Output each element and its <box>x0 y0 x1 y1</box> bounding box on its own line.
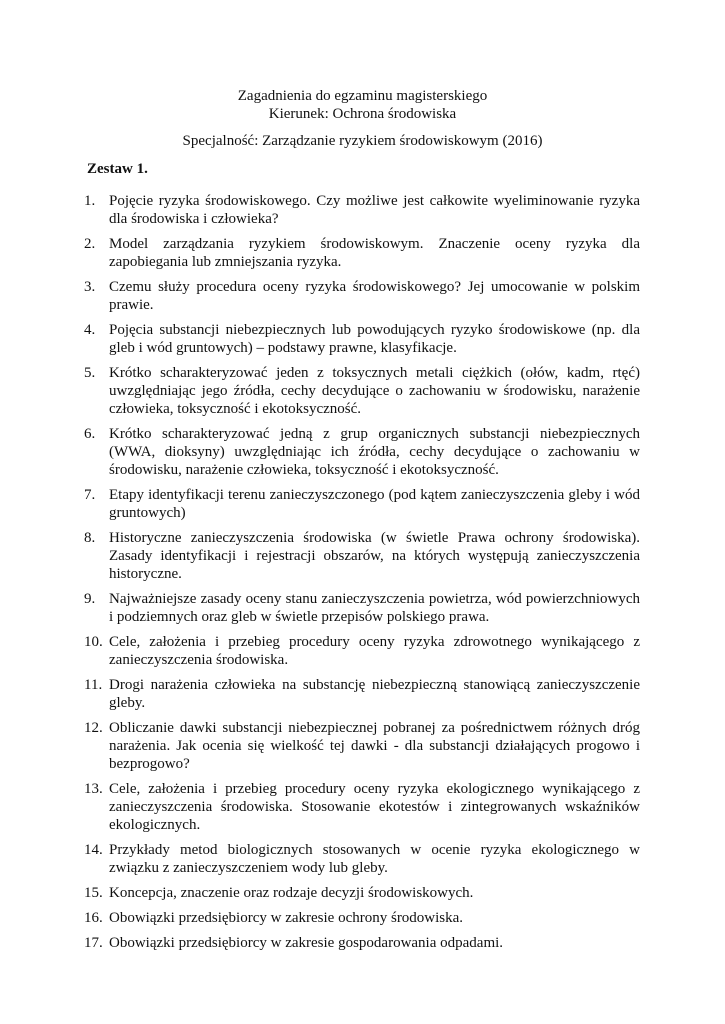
question-item <box>84 780 640 834</box>
question-text: Cele, założenia i przebieg procedury oceny ryzyka zdrowotnego wynikającego z zanieczyszczenia środowiska. <box>109 634 640 668</box>
question-number: 13. <box>84 781 103 797</box>
question-item <box>84 934 640 952</box>
question-number: 11. <box>84 677 103 693</box>
question-text: Obowiązki przedsiębiorcy w zakresie gospodarowania odpadami. <box>109 935 504 951</box>
question-number: 15. <box>84 885 103 901</box>
question-item <box>84 192 640 228</box>
question-number: 2. <box>84 236 96 252</box>
question-item <box>84 633 640 669</box>
question-number: 1. <box>84 193 96 209</box>
question-text: Najważniejsze zasady oceny stanu zanieczyszczenia powietrza, wód powierzchniowych i podziemnych oraz gleb w świetle przepisów polskiego prawa. <box>109 591 640 625</box>
question-text: Przykłady metod biologicznych stosowanych w ocenie ryzyka ekologicznego w związku z zanieczyszczeniem wody lub gleby. <box>109 842 640 876</box>
question-text: Pojęcie ryzyka środowiskowego. Czy możliwe jest całkowite wyeliminowanie ryzyka dla środowiska i człowieka? <box>109 193 640 227</box>
question-number: 9. <box>84 591 96 607</box>
question-item <box>84 676 640 712</box>
question-item <box>84 321 640 357</box>
specialization: Specjalność: Zarządzanie ryzykiem środowiskowym (2016) <box>182 133 543 149</box>
question-number: 5. <box>84 365 96 381</box>
question-item <box>84 884 640 902</box>
set-title: Zestaw 1. <box>87 161 148 177</box>
question-item <box>84 278 640 314</box>
question-number: 8. <box>84 530 96 546</box>
question-item <box>84 486 640 522</box>
question-item <box>84 364 640 418</box>
question-text: Koncepcja, znaczenie oraz rodzaje decyzji środowiskowych. <box>109 885 474 901</box>
question-text: Krótko scharakteryzować jedną z grup organicznych substancji niebezpiecznych (WWA, dioksyny) uwzględniając ich źródła, cechy decydujące o zachowaniu w środowisku, narażenie człowieka, toksyczność i ekotoksyczność. <box>109 426 640 478</box>
question-item <box>84 235 640 271</box>
document-title: Zagadnienia do egzaminu magisterskiego <box>237 88 488 104</box>
question-text: Drogi narażenia człowieka na substancję niebezpieczną stanowiącą zanieczyszczenie gleby. <box>109 677 640 711</box>
question-item <box>84 425 640 479</box>
question-item <box>84 590 640 626</box>
question-number: 6. <box>84 426 96 442</box>
question-text: Model zarządzania ryzykiem środowiskowym. Znaczenie oceny ryzyka dla zapobiegania lub zmniejszania ryzyka. <box>109 236 640 270</box>
question-item <box>84 719 640 773</box>
question-item <box>84 529 640 583</box>
field-of-study: Kierunek: Ochrona środowiska <box>268 106 457 122</box>
question-number: 17. <box>84 935 103 951</box>
question-text: Cele, założenia i przebieg procedury oceny ryzyka ekologicznego wynikającego z zanieczyszczenia środowiska. Stosowanie ekotestów i zintegrowanych wskaźników ekologicznych. <box>109 781 640 833</box>
question-item <box>84 841 640 877</box>
question-text: Obowiązki przedsiębiorcy w zakresie ochrony środowiska. <box>109 910 464 926</box>
question-text: Czemu służy procedura oceny ryzyka środowiskowego? Jej umocowanie w polskim prawie. <box>109 279 640 313</box>
question-number: 16. <box>84 910 103 926</box>
question-text: Pojęcia substancji niebezpiecznych lub powodujących ryzyko środowiskowe (np. dla gleb i wód gruntowych) – podstawy prawne, klasyfikacje. <box>109 322 640 356</box>
question-number: 4. <box>84 322 96 338</box>
question-text: Obliczanie dawki substancji niebezpiecznej pobranej za pośrednictwem różnych dróg narażenia. Jak ocenia się wielkość tej dawki - dla substancji działających progowo i bezprogowo? <box>109 720 640 772</box>
question-number: 3. <box>84 279 96 295</box>
question-text: Etapy identyfikacji terenu zanieczyszczonego (pod kątem zanieczyszczenia gleby i wód gruntowych) <box>109 487 640 521</box>
question-number: 12. <box>84 720 103 736</box>
question-number: 10. <box>84 634 103 650</box>
question-text: Krótko scharakteryzować jeden z toksycznych metali ciężkich (ołów, kadm, rtęć) uwzględniając jego źródła, cechy decydujące o zachowaniu w środowisku, narażenie człowieka, toksyczność i ekotoksyczność. <box>109 365 640 417</box>
question-item <box>84 909 640 927</box>
question-number: 7. <box>84 487 96 503</box>
question-number: 14. <box>84 842 103 858</box>
question-text: Historyczne zanieczyszczenia środowiska (w świetle Prawa ochrony środowiska). Zasady identyfikacji i rejestracji obszarów, na których występują zanieczyszczenia historyczne. <box>109 530 640 582</box>
question-list <box>84 192 640 959</box>
